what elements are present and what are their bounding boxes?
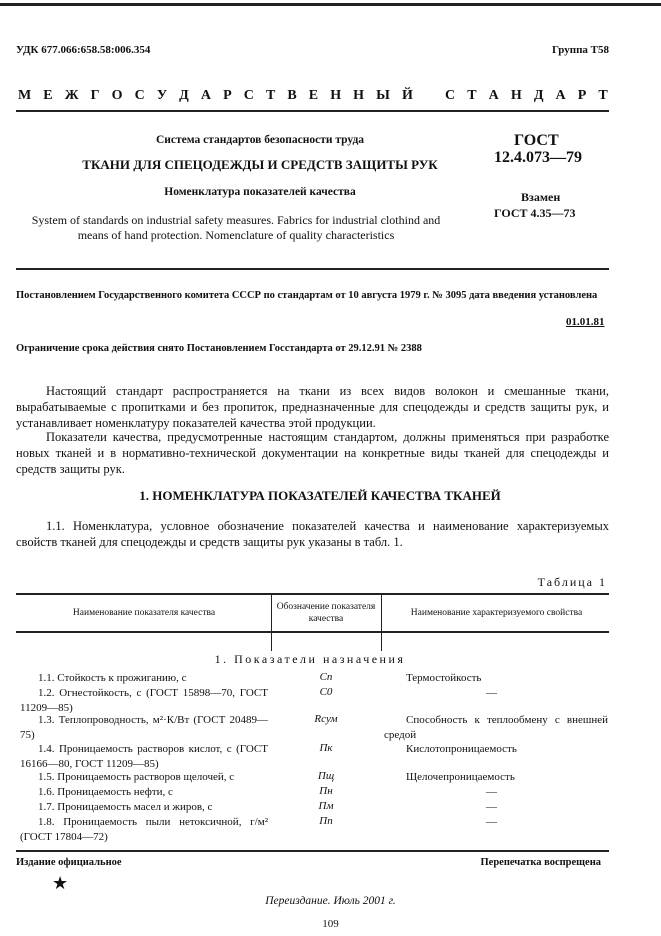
table-cell-symbol: С0 [319,686,333,698]
star-icon: ★ [52,873,69,893]
paragraph-application: Показатели качества, предусмотренные настоящим стандартом, должны применяться при разработке новых тканей и в нормативно-технической документации на конкретные виды тканей для спецодежды и средств защиты рук. [16,430,609,476]
table-header-name: Наименование показателя качества [72,608,216,618]
heading-letter: Р [577,88,587,103]
table-cell-property: Способность к теплообмену с внешней средой [384,714,608,741]
heading-letter: Д [179,88,189,103]
table-cell-symbol: Rсум [314,713,338,725]
heading-letter: С [134,88,145,103]
official-edition: Издание официальное [16,857,122,868]
heading-letter: С [445,88,456,103]
heading-letter: В [287,88,297,103]
heading-letter: Т [598,88,608,103]
top-border [0,3,661,6]
heading-letter: А [555,88,566,103]
system-title: Система стандартов безопасности труда [155,134,365,146]
gost-label: ГОСТ [514,132,559,149]
heading-letter: Е [308,88,319,103]
table-cell-indicator: 1.2. Огнестойкость, с (ГОСТ 15898—70, ГОСТ 11209—85) [20,687,268,714]
table-group-heading: 1. Показатели назначения [214,652,406,666]
table-cell-symbol: Пк [319,742,333,754]
section-heading: 1. НОМЕНКЛАТУРА ПОКАЗАТЕЛЕЙ КАЧЕСТВА ТКАНЕЙ [139,488,501,503]
heading-letter: Р [223,88,232,103]
table-cell-property: Термостойкость [406,672,482,684]
heading-letter: Н [510,88,522,103]
table-header-property: Наименование характеризуемого свойства [410,608,583,618]
document-title: ТКАНИ ДЛЯ СПЕЦОДЕЖДЫ И СРЕДСТВ ЗАЩИТЫ РУК [82,157,438,172]
table-header-symbol: Обозначение показателя качества [276,602,376,624]
heading-letter: Н [330,88,342,103]
table-cell-indicator: 1.7. Проницаемость масел и жиров, с [38,801,213,813]
replaces-label: Взамен [521,190,561,204]
table-col-divider-2 [381,593,382,651]
table-cell-property: — [486,786,497,798]
table-cell-indicator: 1.5. Проницаемость растворов щелочей, с [38,771,235,783]
heading-letter: С [243,88,254,103]
heading-letter: Г [90,88,100,103]
heading-letter: М [18,88,32,103]
heading-letter: А [488,88,499,103]
table-cell-symbol: Сп [319,671,333,683]
table-cell-symbol: Пн [319,785,333,797]
footer-rule [16,850,609,852]
heading-letter: У [156,88,168,103]
paragraph-scope: Настоящий стандарт распространяется на ткани из всех видов волокон и смешанные ткани, вырабатываемые с пропитками и без пропиток, предназначенные для спецодежды и средств защиты рук, и устанавливает номенклатуру показателей качества этой продукции. [16,384,609,430]
standard-type-heading [18,88,608,104]
heading-letter: Е [43,88,53,103]
table-cell-indicator: 1.8. Проницаемость пыли нетоксичной, г/м² (ГОСТ 17804—72) [20,816,268,843]
reissue-note: Переиздание. Июль 2001 г. [265,895,396,907]
table-cell-indicator: 1.1. Стойкость к прожиганию, с [38,672,187,684]
heading-letter: А [200,88,212,103]
page-number: 109 [322,918,339,930]
table-col-divider-1 [271,593,272,651]
effective-date: 01.01.81 [566,316,605,328]
heading-letter: О [111,88,123,103]
paragraph-nomenclature: 1.1. Номенклатура, условное обозначение показателей качества и наименование характеризуемых свойств тканей для спецодежды и средств защиты рук указаны в табл. 1. [16,519,609,549]
table-caption: Таблица 1 [537,575,607,589]
heading-letter: Т [467,88,477,103]
heading-letter: Ж [64,88,79,103]
table-cell-indicator: 1.4. Проницаемость растворов кислот, с (ГОСТ 16166—80, ГОСТ 11209—85) [20,743,268,770]
title-rule [16,268,609,270]
udk-code: УДК 677.066:658.58:006.354 [16,44,151,56]
english-title: System of standards on industrial safety measures. Fabrics for industrial clothind and means of hand protection. Nomenclature of quality characteristics [31,213,441,242]
table-cell-property: Щелочепроницаемость [406,771,515,783]
document-subtitle: Номенклатура показателей качества [164,186,356,198]
table-cell-symbol: Пм [318,800,334,812]
table-top-rule [16,593,609,595]
gost-number: 12.4.073—79 [494,149,582,166]
table-cell-indicator: 1.6. Проницаемость нефти, с [38,786,173,798]
decree-text: Постановлением Государственного комитета СССР по стандартам от 10 августа 1979 г. № 3095 дата введения установлена [16,290,598,301]
replaces-number: ГОСТ 4.35—73 [494,206,576,220]
table-cell-property: — [486,801,497,813]
heading-rule [16,110,609,112]
table-cell-symbol: Пп [319,815,333,827]
group-code: Группа Т58 [551,44,609,56]
heading-letter: Н [353,88,365,103]
table-cell-indicator: 1.3. Теплопроводность, м²·К/Вт (ГОСТ 20489—75) [20,714,268,741]
table-header-rule [16,631,609,633]
heading-letter [425,88,433,104]
limit-text: Ограничение срока действия снято Постановлением Госстандарта от 29.12.91 № 2388 [16,343,422,354]
table-cell-symbol: Пщ [317,770,335,782]
table-cell-property: — [486,687,497,699]
heading-letter: Т [265,88,276,103]
heading-letter: Д [533,88,544,103]
heading-letter: Ы [376,88,390,103]
heading-letter: Й [401,88,413,103]
reprint-prohibited: Перепечатка воспрещена [480,857,601,868]
table-cell-property: — [486,816,497,828]
table-cell-property: Кислотопроницаемость [406,743,517,755]
